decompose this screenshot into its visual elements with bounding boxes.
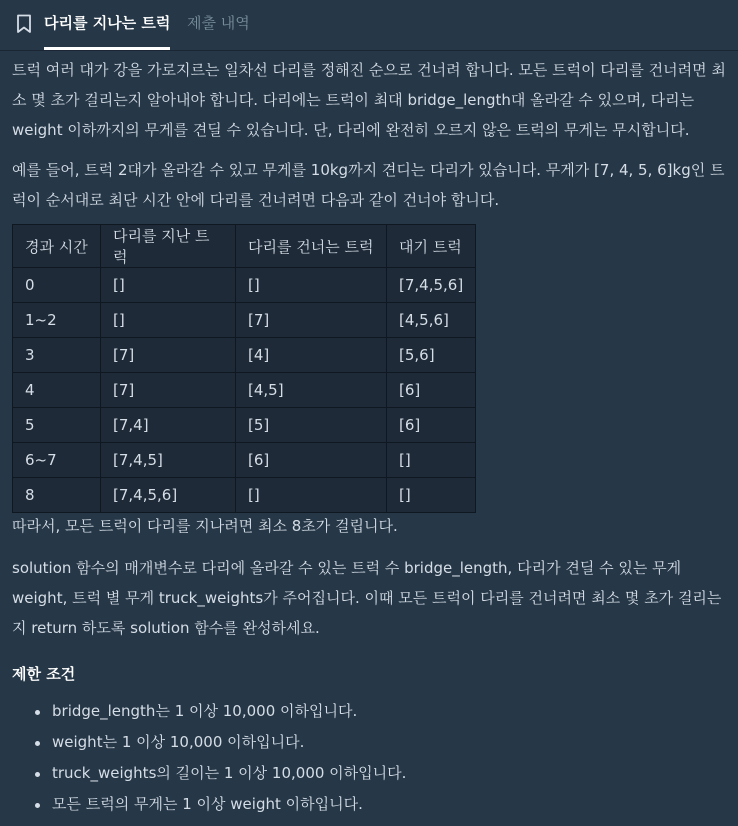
list-item: bridge_length는 1 이상 10,000 이하입니다. [12,696,406,727]
table-row [13,373,476,408]
list-item: 모든 트럭의 무게는 1 이상 weight 이하입니다. [12,789,406,820]
table-cell: 3 [13,338,101,373]
table-cell: 1~2 [13,303,101,338]
tab-problem-label: 다리를 지나는 트럭 [44,14,171,32]
tab-problem[interactable] [44,12,170,50]
table-header-cell: 경과 시간 [13,225,101,268]
table-row [13,478,476,513]
table-cell: [7,4] [101,408,236,443]
table-row [13,268,476,303]
description-paragraph-4: solution 함수의 매개변수로 다리에 올라갈 수 있는 트럭 수 bridge_length, 다리가 견딜 수 있는 무게 weight, 트럭 별 무게 truck_weights가 주어집니다. 이때 모든 트럭이 다리를 건너려면 최소 몇 초가 걸리는지 return 하도록 solution 함수를 완성하세요. [12,559,722,637]
description-paragraph-1: 트럭 여러 대가 강을 가로지르는 일차선 다리를 정해진 순으로 건너려 합니다. 모든 트럭이 다리를 건너려면 최소 몇 초가 걸리는지 알아내야 합니다. 다리에는 트럭이 최대 bridge_length대 올라갈 수 있으며, 다리는 weight 이하까지의 무게를 견딜 수 있습니다. 단, 다리에 완전히 오르지 않은 트럭의 무게는 무시합니다. [12,61,726,139]
problem-description [0,51,738,826]
table-row [13,443,476,478]
table-cell: [4] [236,338,387,373]
table-cell: [6] [236,443,387,478]
table-cell: 0 [13,268,101,303]
table-cell: [7,4,5,6] [387,268,476,303]
table-cell: 8 [13,478,101,513]
tab-submissions[interactable] [187,12,250,33]
tab-submissions-label: 제출 내역 [187,14,250,32]
table-cell: 6~7 [13,443,101,478]
table-header-cell: 다리를 지난 트럭 [101,225,236,268]
table-cell: [5] [236,408,387,443]
table-cell: [] [236,268,387,303]
constraints-list [12,696,406,820]
table-header-row [13,225,476,268]
constraints-title: 제한 조건 [12,665,76,683]
table-cell: [4,5,6] [387,303,476,338]
table-cell: [5,6] [387,338,476,373]
table-cell: 4 [13,373,101,408]
table-header-cell: 대기 트럭 [387,225,476,268]
table-cell: 5 [13,408,101,443]
table-row [13,408,476,443]
table-cell: [7,4,5] [101,443,236,478]
table-row [13,338,476,373]
list-item: weight는 1 이상 10,000 이하입니다. [12,727,406,758]
example-table [12,224,476,513]
table-cell: [4,5] [236,373,387,408]
table-cell: [] [236,478,387,513]
description-paragraph-3: 따라서, 모든 트럭이 다리를 지나려면 최소 8초가 걸립니다. [12,517,398,535]
table-cell: [7] [101,338,236,373]
description-paragraph-2: 예를 들어, 트럭 2대가 올라갈 수 있고 무게를 10kg까지 견디는 다리가 있습니다. 무게가 [7, 4, 5, 6]kg인 트럭이 순서대로 최단 시간 안에 다리를 건너려면 다음과 같이 건너야 합니다. [12,161,725,209]
table-cell: [6] [387,408,476,443]
table-cell: [7] [101,373,236,408]
table-cell: [] [101,268,236,303]
table-cell: [7] [236,303,387,338]
table-cell: [] [387,478,476,513]
bookmark-icon[interactable] [16,14,32,34]
table-row [13,303,476,338]
tab-bar [0,0,738,51]
list-item: truck_weights의 길이는 1 이상 10,000 이하입니다. [12,758,406,789]
table-cell: [] [101,303,236,338]
table-cell: [7,4,5,6] [101,478,236,513]
table-cell: [6] [387,373,476,408]
table-cell: [] [387,443,476,478]
table-header-cell: 다리를 건너는 트럭 [236,225,387,268]
